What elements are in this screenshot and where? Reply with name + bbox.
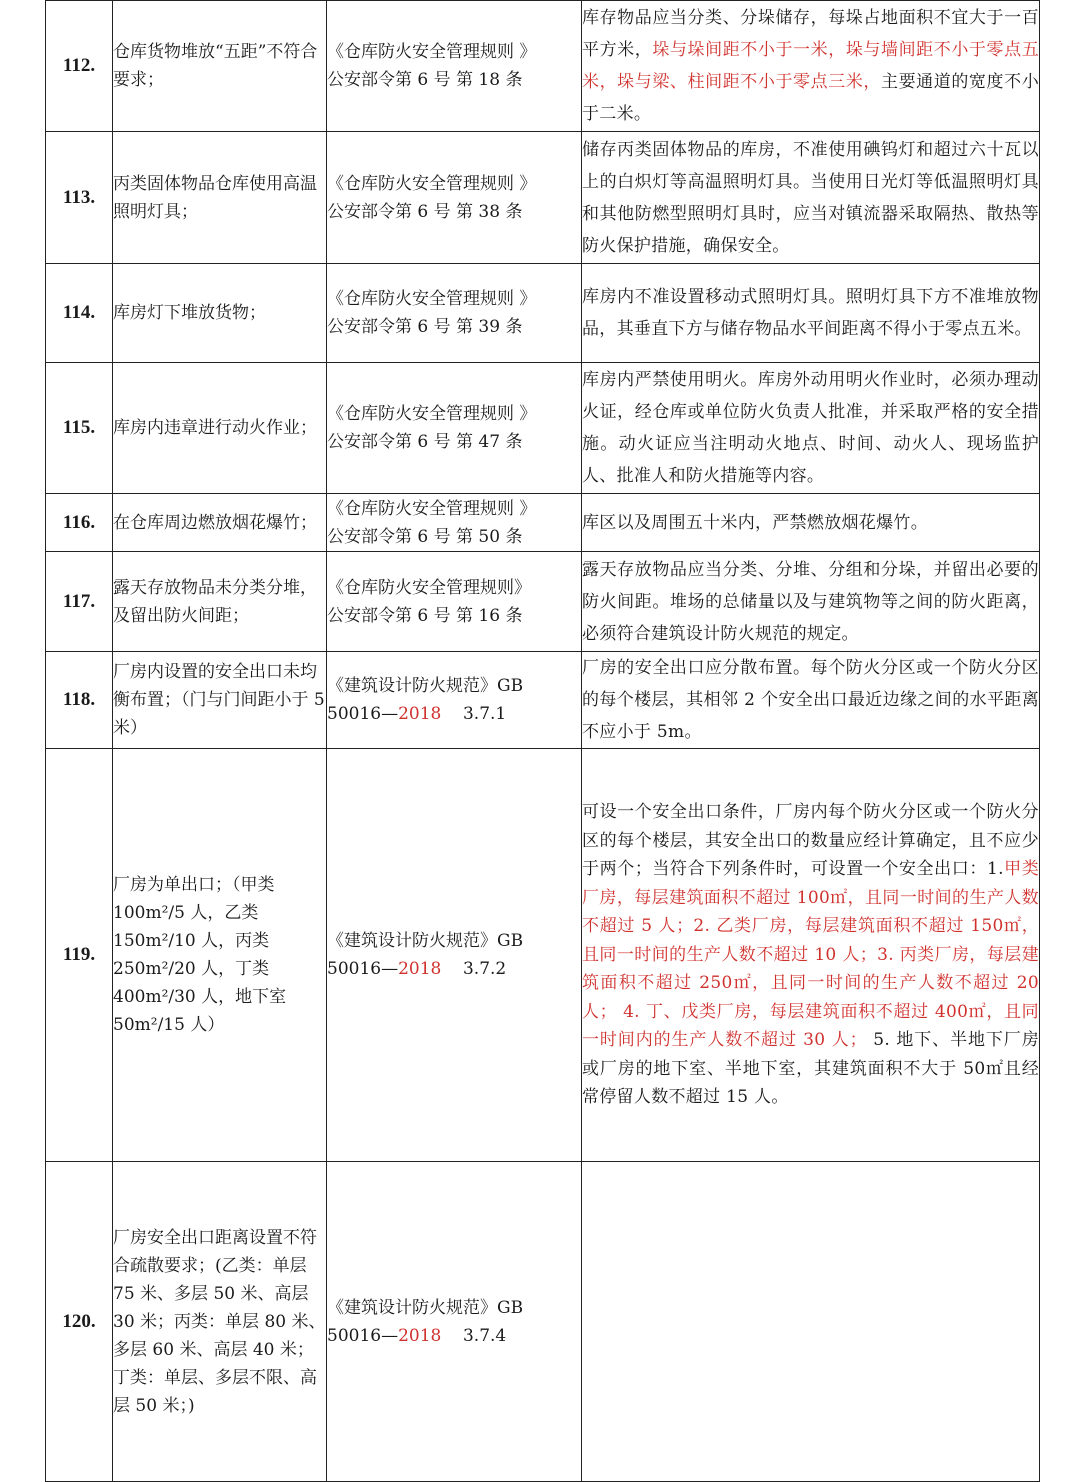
- hazard-item: 丙类固体物品仓库使用高温照明灯具；: [113, 132, 327, 264]
- requirement-part: 库存物品应当分类、分垛储存，每垛占地面积不宜大于一百平方米，: [582, 8, 1039, 60]
- table-row: [46, 652, 1040, 749]
- legal-basis: [327, 652, 582, 749]
- table-row: [46, 1, 1040, 132]
- requirement-text: 库房内不准设置移动式照明灯具。照明灯具下方不准堆放物品，其垂直下方与储存物品水平间距离不得小于零点五米。: [582, 264, 1040, 363]
- row-number: 114.: [46, 264, 113, 363]
- regulation-article: 公安部令第 6 号 第 18 条: [327, 70, 523, 90]
- regulation-title: 《仓库防火安全管理规则》: [327, 577, 531, 598]
- regulation-article: 公安部令第 6 号 第 50 条: [327, 526, 523, 547]
- regulation-article: 公安部令第 6 号 第 39 条: [327, 317, 523, 337]
- legal-basis: [327, 132, 582, 264]
- row-number: 113.: [46, 132, 113, 264]
- row-number: 112.: [46, 1, 113, 132]
- regulation-title: 《仓库防火安全管理规则 》: [327, 42, 537, 62]
- regulation-title: 《仓库防火安全管理规则 》: [327, 173, 537, 194]
- legal-basis: [327, 1, 582, 132]
- requirement-text: 库区以及周围五十米内，严禁燃放烟花爆竹。: [582, 494, 1040, 552]
- standard-clause: 3.7.2: [462, 959, 507, 979]
- hazard-item: 露天存放物品未分类分堆，及留出防火间距；: [113, 552, 327, 652]
- requirement-part: 可设一个安全出口条件，厂房内每个防火分区或一个防火分区的每个楼层，其安全出口的数量应经计算确定，且不应少于两个；当符合下列条件时，可设置一个安全出口：1.: [582, 802, 1039, 880]
- regulation-article: [327, 1322, 581, 1350]
- hazard-item: 厂房内设置的安全出口未均衡布置；（门与门间距小于 5 米）: [113, 652, 327, 749]
- regulation-article: 公安部令第 6 号 第 16 条: [327, 605, 523, 626]
- hazard-item: 厂房为单出口；（甲类 100m²/5 人，乙类 150m²/10 人，丙类 250m²/20 人，丁类 400m²/30 人，地下室 50m²/15 人）: [113, 749, 327, 1162]
- row-number: 120.: [46, 1162, 113, 1482]
- table-row: [46, 552, 1040, 652]
- legal-basis: [327, 552, 582, 652]
- hazard-item: 库房内违章进行动火作业；: [113, 363, 327, 494]
- legal-basis: [327, 363, 582, 494]
- standard-code: 50016—: [327, 704, 399, 724]
- standard-code: 50016—: [327, 959, 399, 979]
- regulation-article: [327, 955, 581, 983]
- requirement-text: 厂房的安全出口应分散布置。每个防火分区或一个防火分区的每个楼层，其相邻 2 个安全出口最近边缘之间的水平距离不应小于 5m。: [582, 652, 1040, 749]
- hazard-item: 仓库货物堆放“五距”不符合要求；: [113, 1, 327, 132]
- hazard-item: 库房灯下堆放货物；: [113, 264, 327, 363]
- row-number: 116.: [46, 494, 113, 552]
- regulation-article: 公安部令第 6 号 第 47 条: [327, 432, 523, 452]
- regulation-title: 《仓库防火安全管理规则 》: [327, 289, 537, 309]
- requirement-text: 储存丙类固体物品的库房，不准使用碘钨灯和超过六十瓦以上的白炽灯等高温照明灯具。当使用日光灯等低温照明灯具和其他防燃型照明灯具时，应当对镇流器采取隔热、散热等防火保护措施，确保安全。: [582, 132, 1040, 264]
- requirement-part: 5. 地下、半地下厂房或厂房的地下室、半地下室，其建筑面积不大于 50㎡且经常停留人数不超过 15 人。: [582, 1030, 1039, 1108]
- row-number: 118.: [46, 652, 113, 749]
- table-row: [46, 494, 1040, 552]
- table-row: [46, 1162, 1040, 1482]
- row-number: 115.: [46, 363, 113, 494]
- requirement-highlight: 甲类厂房，每层建筑面积不超过 100㎡，且同一时间的生产人数不超过 5 人；2. 乙类厂房，每层建筑面积不超过 150㎡，且同一时间的生产人数不超过 10 人；3. 丙类厂房，每层建筑面积不超过 250㎡，且同一时间的生产人数不超过 20 人； 4. 丁、戊类厂房，每层建筑面积不超过 400㎡，且同一时间内的生产人数不超过 30 人；: [582, 859, 1039, 1051]
- requirement-part: 主要通道的宽度不小于二米。: [582, 72, 1039, 124]
- legal-basis: [327, 494, 582, 552]
- hazard-item: 在仓库周边燃放烟花爆竹；: [113, 494, 327, 552]
- regulation-title: 《建筑设计防火规范》GB: [327, 676, 524, 696]
- standard-clause: 3.7.1: [462, 704, 507, 724]
- regulation-title: 《仓库防火安全管理规则 》: [327, 498, 537, 519]
- table-row: [46, 264, 1040, 363]
- requirement-text: [582, 749, 1040, 1162]
- hazard-table: [45, 0, 1040, 1482]
- standard-clause: 3.7.4: [462, 1325, 507, 1346]
- regulation-title: 《建筑设计防火规范》GB: [327, 931, 524, 951]
- standard-year: 2018: [398, 1325, 442, 1346]
- row-number: 117.: [46, 552, 113, 652]
- requirement-highlight: 垛与垛间距不小于一米，垛与墙间距不小于零点五米，垛与梁、柱间距不小于零点三米，: [582, 40, 1039, 92]
- requirement-text: [582, 1162, 1040, 1482]
- requirement-text: [582, 1, 1040, 132]
- row-number: 119.: [46, 749, 113, 1162]
- hazard-item: 厂房安全出口距离设置不符合疏散要求；(乙类：单层 75 米、多层 50 米、高层 30 米；丙类：单层 80 米、多层 60 米、高层 40 米；丁类：单层、多层不限、高层 50 米；): [113, 1162, 327, 1482]
- table-row: [46, 132, 1040, 264]
- requirement-text: 露天存放物品应当分类、分堆、分组和分垛，并留出必要的防火间距。堆场的总储量以及与建筑物等之间的防火距离，必须符合建筑设计防火规范的规定。: [582, 552, 1040, 652]
- regulation-article: 公安部令第 6 号 第 38 条: [327, 201, 523, 222]
- legal-basis: [327, 749, 582, 1162]
- standard-code: 50016—: [327, 1325, 399, 1346]
- standard-year: 2018: [398, 704, 442, 724]
- legal-basis: [327, 1162, 582, 1482]
- requirement-text: 库房内严禁使用明火。库房外动用明火作业时，必须办理动火证，经仓库或单位防火负责人批准，并采取严格的安全措施。动火证应当注明动火地点、时间、动火人、现场监护人、批准人和防火措施等内容。: [582, 363, 1040, 494]
- regulation-title: 《仓库防火安全管理规则 》: [327, 404, 537, 424]
- table-row: [46, 749, 1040, 1162]
- regulation-article: [327, 700, 581, 728]
- standard-year: 2018: [398, 959, 442, 979]
- legal-basis: [327, 264, 582, 363]
- table-row: [46, 363, 1040, 494]
- regulation-title: 《建筑设计防火规范》GB: [327, 1297, 524, 1318]
